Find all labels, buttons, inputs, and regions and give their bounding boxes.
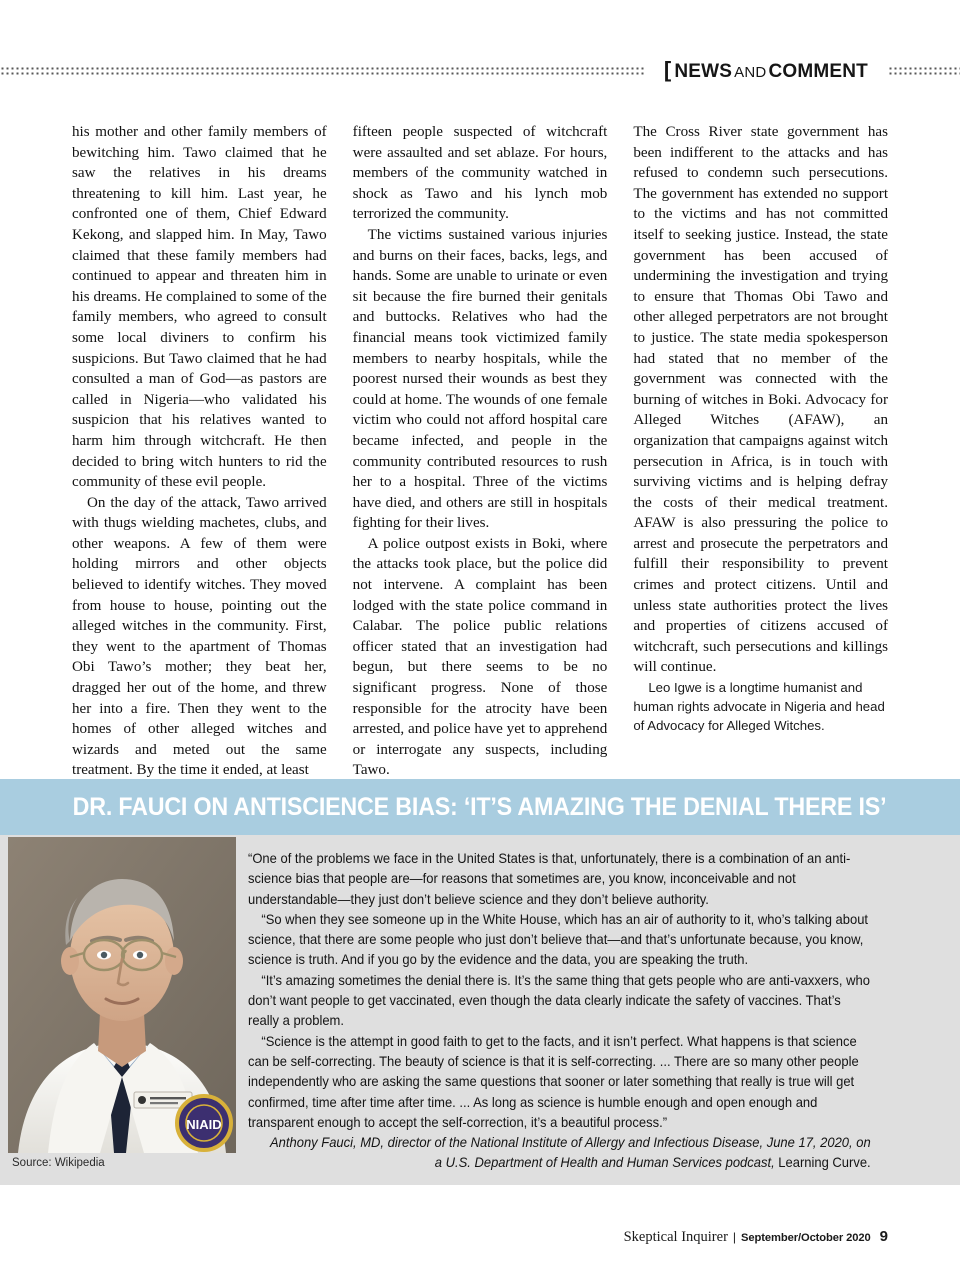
dotted-rule-right: [888, 65, 960, 75]
quote-paragraph: “One of the problems we face in the United States is that, unfortunately, there is a combination of an anti-science bias that people are—for reasons that sometimes are, you know, inconceivable and not understandable—they just don’t believe science and they don’t believe authority.: [248, 851, 851, 907]
fauci-banner: [0, 779, 960, 835]
author-byline: Leo Igwe is a longtime humanist and human rights advocate in Nigeria and head of Advocacy for Alleged Witches.: [633, 680, 885, 734]
attribution-roman-part: Learning Curve.: [774, 1155, 871, 1171]
paragraph: fifteen people suspected of witchcraft were assaulted and set ablaze. For hours, members of the community watched in shock as Tawo and his lynch mob terrorized the community.: [352, 124, 608, 223]
dotted-rule-left: [0, 65, 644, 75]
fauci-portrait-illustration: [8, 837, 236, 1153]
fauci-quote-block: [248, 849, 871, 1174]
article-body: [72, 122, 889, 779]
running-head-title: [664, 57, 868, 83]
fauci-portrait-photo: [8, 837, 236, 1153]
running-head-word-news: NEWS: [674, 61, 733, 82]
page-number: 9: [879, 1228, 888, 1245]
running-head: [0, 52, 960, 88]
article-column-1: [72, 122, 327, 779]
running-head-word-comment: COMMENT: [768, 61, 868, 82]
quote-paragraph: “Science is the attempt in good faith to get to the facts, and it isn’t perfect. What happens is that science can be self-correcting. The beauty of science is that it is self-correcting. ... There are so many other people independently who are asking the same questions that sooner or later something that really is true will get confirmed, time after time after time. ... As long as science is humble enough and open enough and transparent enough to accept the self-correction, it’s a beautiful process.”: [248, 1033, 859, 1130]
quote-paragraph: “It’s amazing sometimes the denial there is. It’s the same thing that gets people who are anti-vaxxers, who don’t want people to get vaccinated, even though the data clearly indicate the safety of vaccines. That’s really a problem.: [248, 972, 870, 1029]
attribution-italic-part: Anthony Fauci, MD, director of the National Institute of Allergy and Infectious Disease, June 17, 2020, on a U.S. Department of Health and Human Services podcast,: [270, 1135, 871, 1171]
fauci-sidebar-box: [0, 779, 960, 1185]
paragraph: The victims sustained various injuries and burns on their faces, backs, legs, and hands. Some are unable to urinate or even sit because the fire burned their genitals and buttocks. Relatives who had the financial means took victimized family members to nearby hospitals, while the poorest nursed their wounds as best they could at home. The wounds of one female victim who could not afford hospital care became infected, and people in the community contributed resources to rush her to a hospital. Three of the victims have died, and others are still in hospitals fighting for their lives.: [352, 226, 608, 532]
photo-source-caption: Source: Wikipedia: [12, 1157, 105, 1169]
quote-attribution: [248, 1133, 871, 1174]
running-head-conjunction: AND: [734, 64, 767, 81]
paragraph: The Cross River state government has been indifferent to the attacks and has refused to condemn such persecutions. The government has extended no support to the victims and has not committed itself to seeking justice. Instead, the state government has been accused of undermining the investigation and trying to ensure that Thomas Obi Tawo and other alleged perpetrators are not brought to justice. The state media spokesperson had stated that no member of the government was connected with the burning of witches in Boki. Advocacy for Alleged Witches (AFAW), an organization that campaigns against witch persecution in Africa, is in touch with surviving victims and is helping defray the costs of their medical treatment. AFAW is also pressuring the police to arrest and prosecute the perpetrators and fulfill their responsibility to prevent crimes and protect citizens. Until and unless state authorities protect the lives and properties of citizens accused of witchcraft, such persecutions and killings will continue.: [633, 124, 889, 676]
issue-date: September/October 2020: [741, 1232, 871, 1244]
fauci-box-body: [0, 835, 960, 1185]
quote-paragraph: “So when they see someone up in the White House, which has an air of authority to it, who’s talking about science, that there are some people who just don’t believe that—and that’s unfortunate because, you know, science is truth. And if you go by the evidence and the data, you are speaking the truth.: [248, 911, 869, 968]
bracket-glyph: [: [663, 57, 672, 82]
article-column-3: [633, 122, 888, 758]
niaid-badge-text: NIAID: [186, 1117, 222, 1132]
fauci-banner-title: DR. FAUCI ON ANTISCIENCE BIAS: ‘IT’S AMAZING THE DENIAL THERE IS’: [73, 792, 887, 821]
article-column-2: [352, 122, 608, 779]
footer-separator: |: [732, 1230, 737, 1244]
paragraph: his mother and other family members of bewitching him. Tawo claimed that he saw the relatives in his dreams threatening to kill him. Last year, he confronted one of them, Chief Edward Kekong, and slapped him. In May, Tawo claimed that these family members had continued to appear and threaten him in his dreams. He complained to some of the family members, who agreed to consult some local diviners to confirm his suspicions. But Tawo claimed that he had consulted a man of God—as pastors are called in Nigeria—who validated his suspicion that his relatives wanted to harm him through witchcraft. He then decided to bring witch hunters to rid the community of these evil people.: [72, 124, 327, 491]
magazine-name: Skeptical Inquirer: [623, 1229, 728, 1245]
page-footer: [624, 1228, 888, 1246]
paragraph: A police outpost exists in Boki, where the attacks took place, but the police did not intervene. A complaint has been lodged with the state police command in Calabar. The police public relations officer stated that an investigation had begun, but there seems to be no significant progress. None of those responsible for the atrocity have been arrested, and police have yet to apprehend or interrogate any suspects, including Tawo.: [352, 535, 608, 779]
paragraph: On the day of the attack, Tawo arrived with thugs wielding machetes, clubs, and other weapons. A few of them were holding mirrors and other objects believed to identify witches. They moved from house to house, pointing out the alleged witches in the community. First, they went to the apartment of Thomas Obi Tawo’s mother; they beat her, dragged her out of the home, and threw her into a fire. Then they went to the homes of other alleged witches and wizards and meted out the same treatment. By the time it ended, at least: [72, 494, 327, 779]
